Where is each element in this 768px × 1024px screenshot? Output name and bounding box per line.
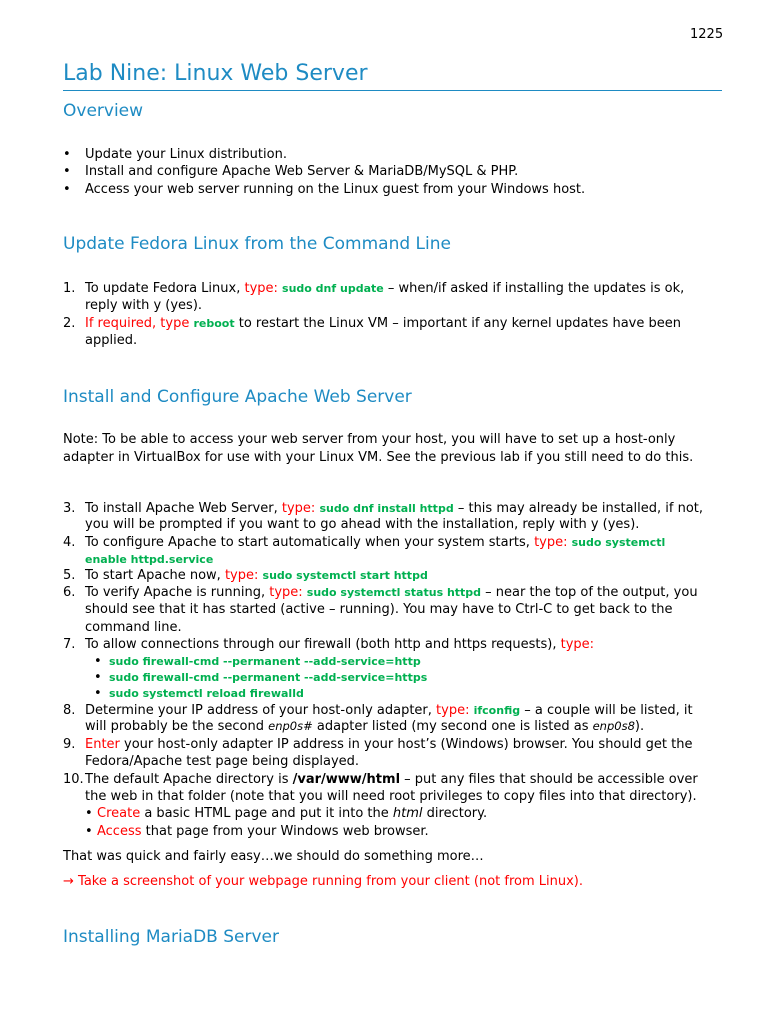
step-number: 8. xyxy=(63,703,76,718)
step-number: 5. xyxy=(63,568,76,583)
update-heading: Update Fedora Linux from the Command Line xyxy=(63,234,451,254)
step-2: If required, type reboot to restart the Linux VM – important if any kernel updates have been xyxy=(85,316,681,331)
screenshot-instruction: → Take a screenshot of your webpage running from your client (not from Linux). xyxy=(63,874,583,889)
step-2-cont: applied. xyxy=(85,333,138,348)
step-6-cont: should see that it has started (active – running). You may have to Ctrl-C to get back to the xyxy=(85,602,673,617)
firewall-cmd: sudo firewall-cmd --permanent --add-service=http xyxy=(109,655,421,668)
access-item: Access that page from your Windows web browser. xyxy=(97,824,429,839)
step-1: To update Fedora Linux, type: sudo dnf update – when/if asked if installing the updates is ok, xyxy=(85,281,685,296)
step-10-cont: the web in that folder (note that you will need root privileges to copy files into that directory). xyxy=(85,789,697,804)
step-6-cont: command line. xyxy=(85,620,182,635)
step-7: To allow connections through our firewall (both http and https requests), type: xyxy=(85,637,595,652)
mariadb-heading: Installing MariaDB Server xyxy=(63,927,279,947)
bullet-icon: • xyxy=(85,824,93,839)
step-3: To install Apache Web Server, type: sudo dnf install httpd – this may already be installed, if not, xyxy=(85,501,704,516)
bullet-icon: • xyxy=(94,670,102,685)
step-9-cont: Fedora/Apache test page being displayed. xyxy=(85,754,360,769)
step-number: 3. xyxy=(63,501,76,516)
bullet-icon: • xyxy=(63,164,71,179)
step-5: To start Apache now, type: sudo systemctl start httpd xyxy=(85,568,428,583)
firewall-cmd: sudo firewall-cmd --permanent --add-service=https xyxy=(109,671,428,684)
create-item: Create a basic HTML page and put it into the html directory. xyxy=(97,806,488,821)
step-1-cont: reply with y (yes). xyxy=(85,298,203,313)
apache-heading: Install and Configure Apache Web Server xyxy=(63,387,412,407)
bullet-icon: • xyxy=(63,182,71,197)
step-9: Enter your host-only adapter IP address in your host’s (Windows) browser. You should get the xyxy=(85,737,693,752)
closing-line: That was quick and fairly easy…we should do something more… xyxy=(63,849,484,864)
bullet-icon: • xyxy=(94,686,102,701)
step-3-cont: you will be prompted if you want to go ahead with the installation, reply with y (yes). xyxy=(85,517,640,532)
bullet-icon: • xyxy=(85,806,93,821)
title-divider xyxy=(63,90,722,91)
step-10: The default Apache directory is /var/www/html – put any files that should be accessible over xyxy=(85,772,698,787)
step-number: 2. xyxy=(63,316,76,331)
step-8-cont: will probably be the second enp0s# adapter listed (my second one is listed as enp0s8). xyxy=(85,719,645,734)
step-number: 7. xyxy=(63,637,76,652)
page-title: Lab Nine: Linux Web Server xyxy=(63,61,368,86)
firewall-cmd: sudo systemctl reload firewalld xyxy=(109,687,304,700)
overview-item: Access your web server running on the Linux guest from your Windows host. xyxy=(85,182,586,197)
step-number: 6. xyxy=(63,585,76,600)
step-number: 4. xyxy=(63,535,76,550)
step-4: To configure Apache to start automatically when your system starts, type: sudo systemctl xyxy=(85,535,666,550)
step-8: Determine your IP address of your host-only adapter, type: ifconfig – a couple will be listed, it xyxy=(85,703,693,718)
note-line: adapter in VirtualBox for use with your Linux VM. See the previous lab if you still need to do this. xyxy=(63,450,694,465)
step-number: 10. xyxy=(63,772,84,787)
note-line: Note: To be able to access your web server from your host, you will have to set up a host-only xyxy=(63,432,676,447)
overview-item: Update your Linux distribution. xyxy=(85,147,287,162)
bullet-icon: • xyxy=(94,654,102,669)
step-number: 9. xyxy=(63,737,76,752)
step-number: 1. xyxy=(63,281,76,296)
step-6: To verify Apache is running, type: sudo systemctl status httpd – near the top of the output, you xyxy=(85,585,698,600)
overview-heading: Overview xyxy=(63,101,144,121)
page-number: 1225 xyxy=(690,27,724,42)
overview-item: Install and configure Apache Web Server & MariaDB/MySQL & PHP. xyxy=(85,164,519,179)
step-4-cont: enable httpd.service xyxy=(85,553,214,566)
bullet-icon: • xyxy=(63,147,71,162)
